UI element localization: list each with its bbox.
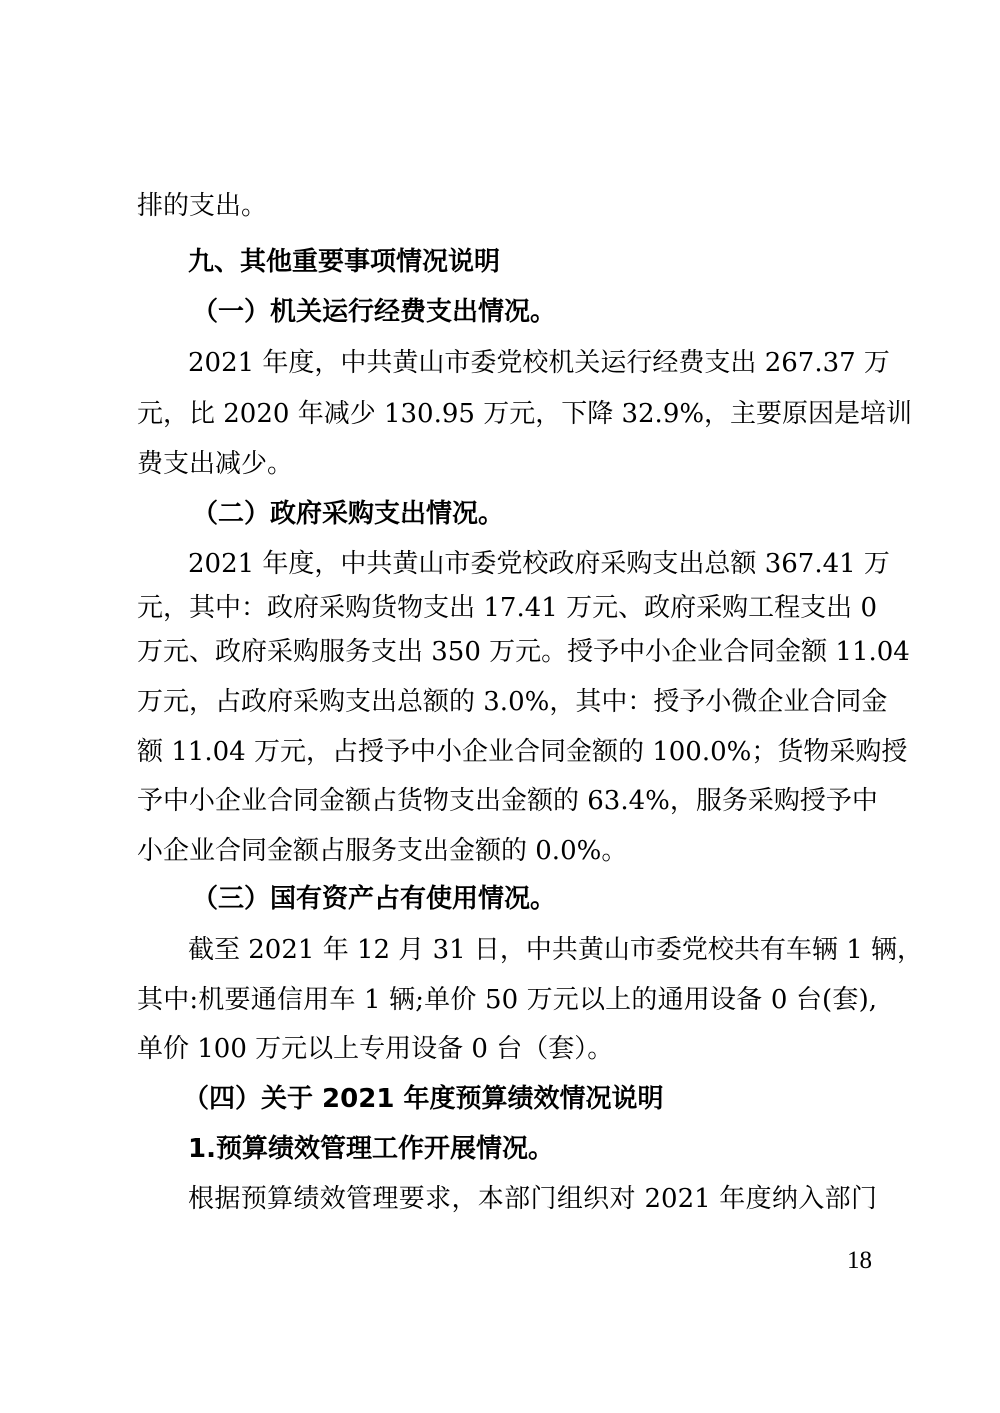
body-text-line: 2021 年度，中共黄山市委党校政府采购支出总额 367.41 万 [188,549,890,579]
body-text-line: 其中:机要通信用车 1 辆;单价 50 万元以上的通用设备 0 台(套), [137,985,877,1015]
page-number: 18 [847,1247,872,1274]
body-text-line: 额 11.04 万元，占授予中小企业合同金额的 100.0%；货物采购授 [137,737,908,767]
body-text-line: 2021 年度，中共黄山市委党校机关运行经费支出 267.37 万 [188,348,890,378]
body-text-line: 元，比 2020 年减少 130.95 万元，下降 32.9%，主要原因是培训 [137,399,913,429]
body-text-line: 予中小企业合同金额占货物支出金额的 63.4%，服务采购授予中 [137,786,878,816]
subsection-heading: （四）关于 2021 年度预算绩效情况说明 [183,1084,664,1114]
body-text-line: 万元、政府采购服务支出 350 万元。授予中小企业合同金额 11.04 [137,637,910,667]
body-text-line: 小企业合同金额占服务支出金额的 0.0%。 [137,836,628,866]
body-text-line: 万元，占政府采购支出总额的 3.0%，其中：授予小微企业合同金 [137,687,888,717]
body-text-line: 单价 100 万元以上专用设备 0 台（套）。 [137,1034,614,1064]
body-text-line: 费支出减少。 [137,449,294,479]
body-text-line: 根据预算绩效管理要求，本部门组织对 2021 年度纳入部门 [188,1184,877,1214]
section-heading: 九、其他重要事项情况说明 [188,247,501,277]
subsection-heading: 1.预算绩效管理工作开展情况。 [188,1134,554,1164]
subsection-heading: （二）政府采购支出情况。 [192,499,505,529]
body-text-line: 截至 2021 年 12 月 31 日，中共黄山市委党校共有车辆 1 辆， [188,935,923,965]
subsection-heading: （一）机关运行经费支出情况。 [192,297,557,327]
body-text-line: 排的支出。 [137,191,268,221]
body-text-line: 元，其中：政府采购货物支出 17.41 万元、政府采购工程支出 0 [137,593,877,623]
subsection-heading: （三）国有资产占有使用情况。 [192,884,557,914]
